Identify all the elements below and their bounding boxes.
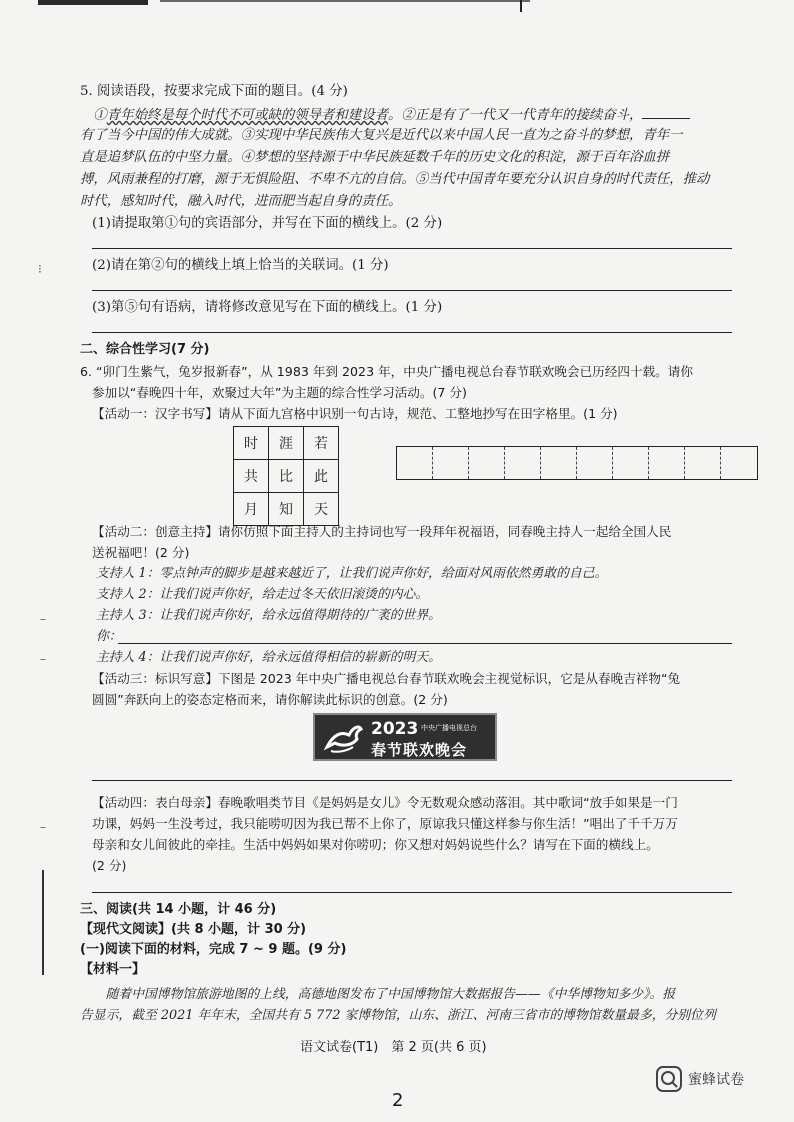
activity4-prompt: 功课，妈妈一生没考过，我只能唠叨因为我已帮不上你了，原谅我只懂这样参与你生活！”唱出了千千万万 <box>92 816 678 831</box>
section3-subheading: 【现代文阅读】(共 8 小题，计 30 分) <box>80 922 307 937</box>
host-line-4: 主持人 4：让我们说声你好，给永远值得相信的崭新的明天。 <box>96 650 441 665</box>
activity2-prompt: 【活动二：创意主持】请你仿照下面主持人的主持词也写一段拜年祝福语，同春晚主持人一起给全国人民 <box>92 524 672 539</box>
part1-heading: (一)阅读下面的材料，完成 7 ~ 9 题。(9 分) <box>80 942 347 957</box>
section2-heading: 二、综合性学习(7 分) <box>80 342 210 357</box>
q6-line: 参加以“春晚四十年，欢聚过大年”为主题的综合性学习活动。(7 分) <box>92 385 467 400</box>
answer-line[interactable] <box>118 643 732 644</box>
material1-label: 【材料一】 <box>80 962 146 977</box>
margin-mark: – <box>40 820 46 834</box>
grid-cell: 此 <box>304 460 339 493</box>
activity3-prompt: 圆圆”奔跃向上的姿态定格而来，请你解读此标识的创意。(2 分) <box>92 692 448 707</box>
page-number: 2 <box>392 1090 404 1111</box>
host-line-1: 支持人 1：零点钟声的脚步是越来越近了，让我们说声你好，给面对风雨依然勇敢的自己。 <box>96 566 608 581</box>
activity2-prompt: 送祝福吧！(2 分) <box>92 545 190 560</box>
grid-cell: 涯 <box>269 427 304 460</box>
activity4-prompt: (2 分) <box>92 858 127 873</box>
writing-grid[interactable] <box>396 446 758 480</box>
material1-text: 告显示，截至 2021 年年末，全国共有 5 772 家博物馆，山东、浙江、河南三省市的博物馆数量最多，分别位列 <box>80 1008 716 1023</box>
section3-heading: 三、阅读(共 14 小题，计 46 分) <box>80 902 277 917</box>
nine-grid <box>233 426 339 526</box>
watermark-logo-icon <box>656 1066 682 1092</box>
grid-cell: 知 <box>269 493 304 526</box>
margin-mark: – <box>40 652 46 666</box>
q5-passage-line: ①青年始终是每个时代不可或缺的领导者和建设者。②正是有了一代又一代青年的接续奋斗， <box>80 104 690 126</box>
writing-cell[interactable] <box>397 447 433 479</box>
rabbit-icon <box>323 721 365 755</box>
writing-cell[interactable] <box>577 447 613 479</box>
activity3-prompt: 【活动三：标识写意】下图是 2023 年中央广播电视总台春节联欢晚会主视觉标识，它是从春晚吉祥物“兔 <box>92 671 681 686</box>
grid-cell: 时 <box>234 427 269 460</box>
q5-sub2: (2)请在第②句的横线上填上恰当的关联词。(1 分) <box>92 258 389 273</box>
writing-cell[interactable] <box>505 447 541 479</box>
q5-sub1: (1)请提取第①句的宾语部分，并写在下面的横线上。(2 分) <box>92 216 443 231</box>
logo-name: 春节联欢晚会 <box>371 741 468 759</box>
grid-cell: 天 <box>304 493 339 526</box>
writing-cell[interactable] <box>721 447 757 479</box>
q5-sub3: (3)第⑤句有语病，请将修改意见写在下面的横线上。(1 分) <box>92 300 443 315</box>
margin-mark: ⁝ <box>38 262 42 276</box>
answer-line[interactable] <box>92 780 732 781</box>
host-line-2: 支持人 2：让我们说声你好，给走过冬天依旧滚烫的内心。 <box>96 587 429 602</box>
writing-cell[interactable] <box>469 447 505 479</box>
answer-line[interactable] <box>92 248 732 249</box>
host-line-3: 主持人 3：让我们说声你好，给永远值得期待的广袤的世界。 <box>96 608 441 623</box>
activity4-prompt: 母亲和女儿间彼此的牵挂。生活中妈妈如果对你唠叨；你又想对妈妈说些什么？请写在下面的横线上。 <box>92 837 659 852</box>
watermark <box>656 1066 744 1092</box>
writing-cell[interactable] <box>541 447 577 479</box>
answer-line[interactable] <box>92 332 732 333</box>
grid-cell: 比 <box>269 460 304 493</box>
q5-passage-line: 有了当今中国的伟大成就。③实现中华民族伟大复兴是近代以来中国人民一直为之奋斗的梦想，青年一 <box>80 128 683 143</box>
watermark-text: 蜜蜂试卷 <box>688 1072 744 1088</box>
writing-cell[interactable] <box>433 447 469 479</box>
you-label: 你： <box>96 629 122 644</box>
page-footer: 语文试卷(T1) 第 2 页(共 6 页) <box>300 1040 487 1055</box>
q5-passage-line: 时代，感知时代，融入时代，进而肥当起自身的责任。 <box>80 194 402 209</box>
grid-cell: 若 <box>304 427 339 460</box>
q5-passage-line: 搏，风雨兼程的打磨，源于无惧险阻、不卑不亢的自信。⑤当代中国青年要充分认识自身的时代责任，推动 <box>80 172 710 187</box>
top-edge-tick <box>520 0 522 12</box>
answer-line[interactable] <box>92 892 732 893</box>
activity1-prompt: 【活动一：汉字书写】请从下面九宫格中识别一句古诗，规范、工整地抄写在田字格里。(1 分) <box>92 406 618 421</box>
q5-passage-line: 直是追梦队伍的中坚力量。④梦想的坚持源于中华民族延数千年的历史文化的积淀，源于百年浴血拼 <box>80 150 670 165</box>
q6-line: 6. “卯门生紫气，兔岁报新春”，从 1983 年到 2023 年，中央广播电视总台春节联欢晚会已历经四十载。请你 <box>80 364 693 379</box>
margin-mark: – <box>40 612 46 626</box>
top-edge-mark <box>38 0 148 5</box>
gala-logo <box>313 713 497 761</box>
writing-cell[interactable] <box>613 447 649 479</box>
material1-text: 随着中国博物馆旅游地图的上线，高德地图发布了中国博物馆大数据报告——《中华博物知多少》。报 <box>80 987 676 1002</box>
underlined-object: 青年始终是每个时代不可或缺的领导者和建设者 <box>106 108 388 123</box>
q5-heading: 5. 阅读语段，按要求完成下面的题目。(4 分) <box>80 84 348 99</box>
grid-cell: 共 <box>234 460 269 493</box>
writing-cell[interactable] <box>685 447 721 479</box>
logo-cctv: 中央广播电视总台 <box>421 724 477 732</box>
answer-blank[interactable] <box>642 104 690 119</box>
left-margin-bar <box>42 870 44 975</box>
answer-line[interactable] <box>92 290 732 291</box>
activity4-prompt: 【活动四：表白母亲】春晚歌唱类节目《是妈妈是女儿》令无数观众感动落泪。其中歌词“放手如果是一门 <box>92 795 678 810</box>
top-edge-rule <box>160 0 530 2</box>
logo-year: 2023 <box>371 719 419 739</box>
grid-cell: 月 <box>234 493 269 526</box>
writing-cell[interactable] <box>649 447 685 479</box>
